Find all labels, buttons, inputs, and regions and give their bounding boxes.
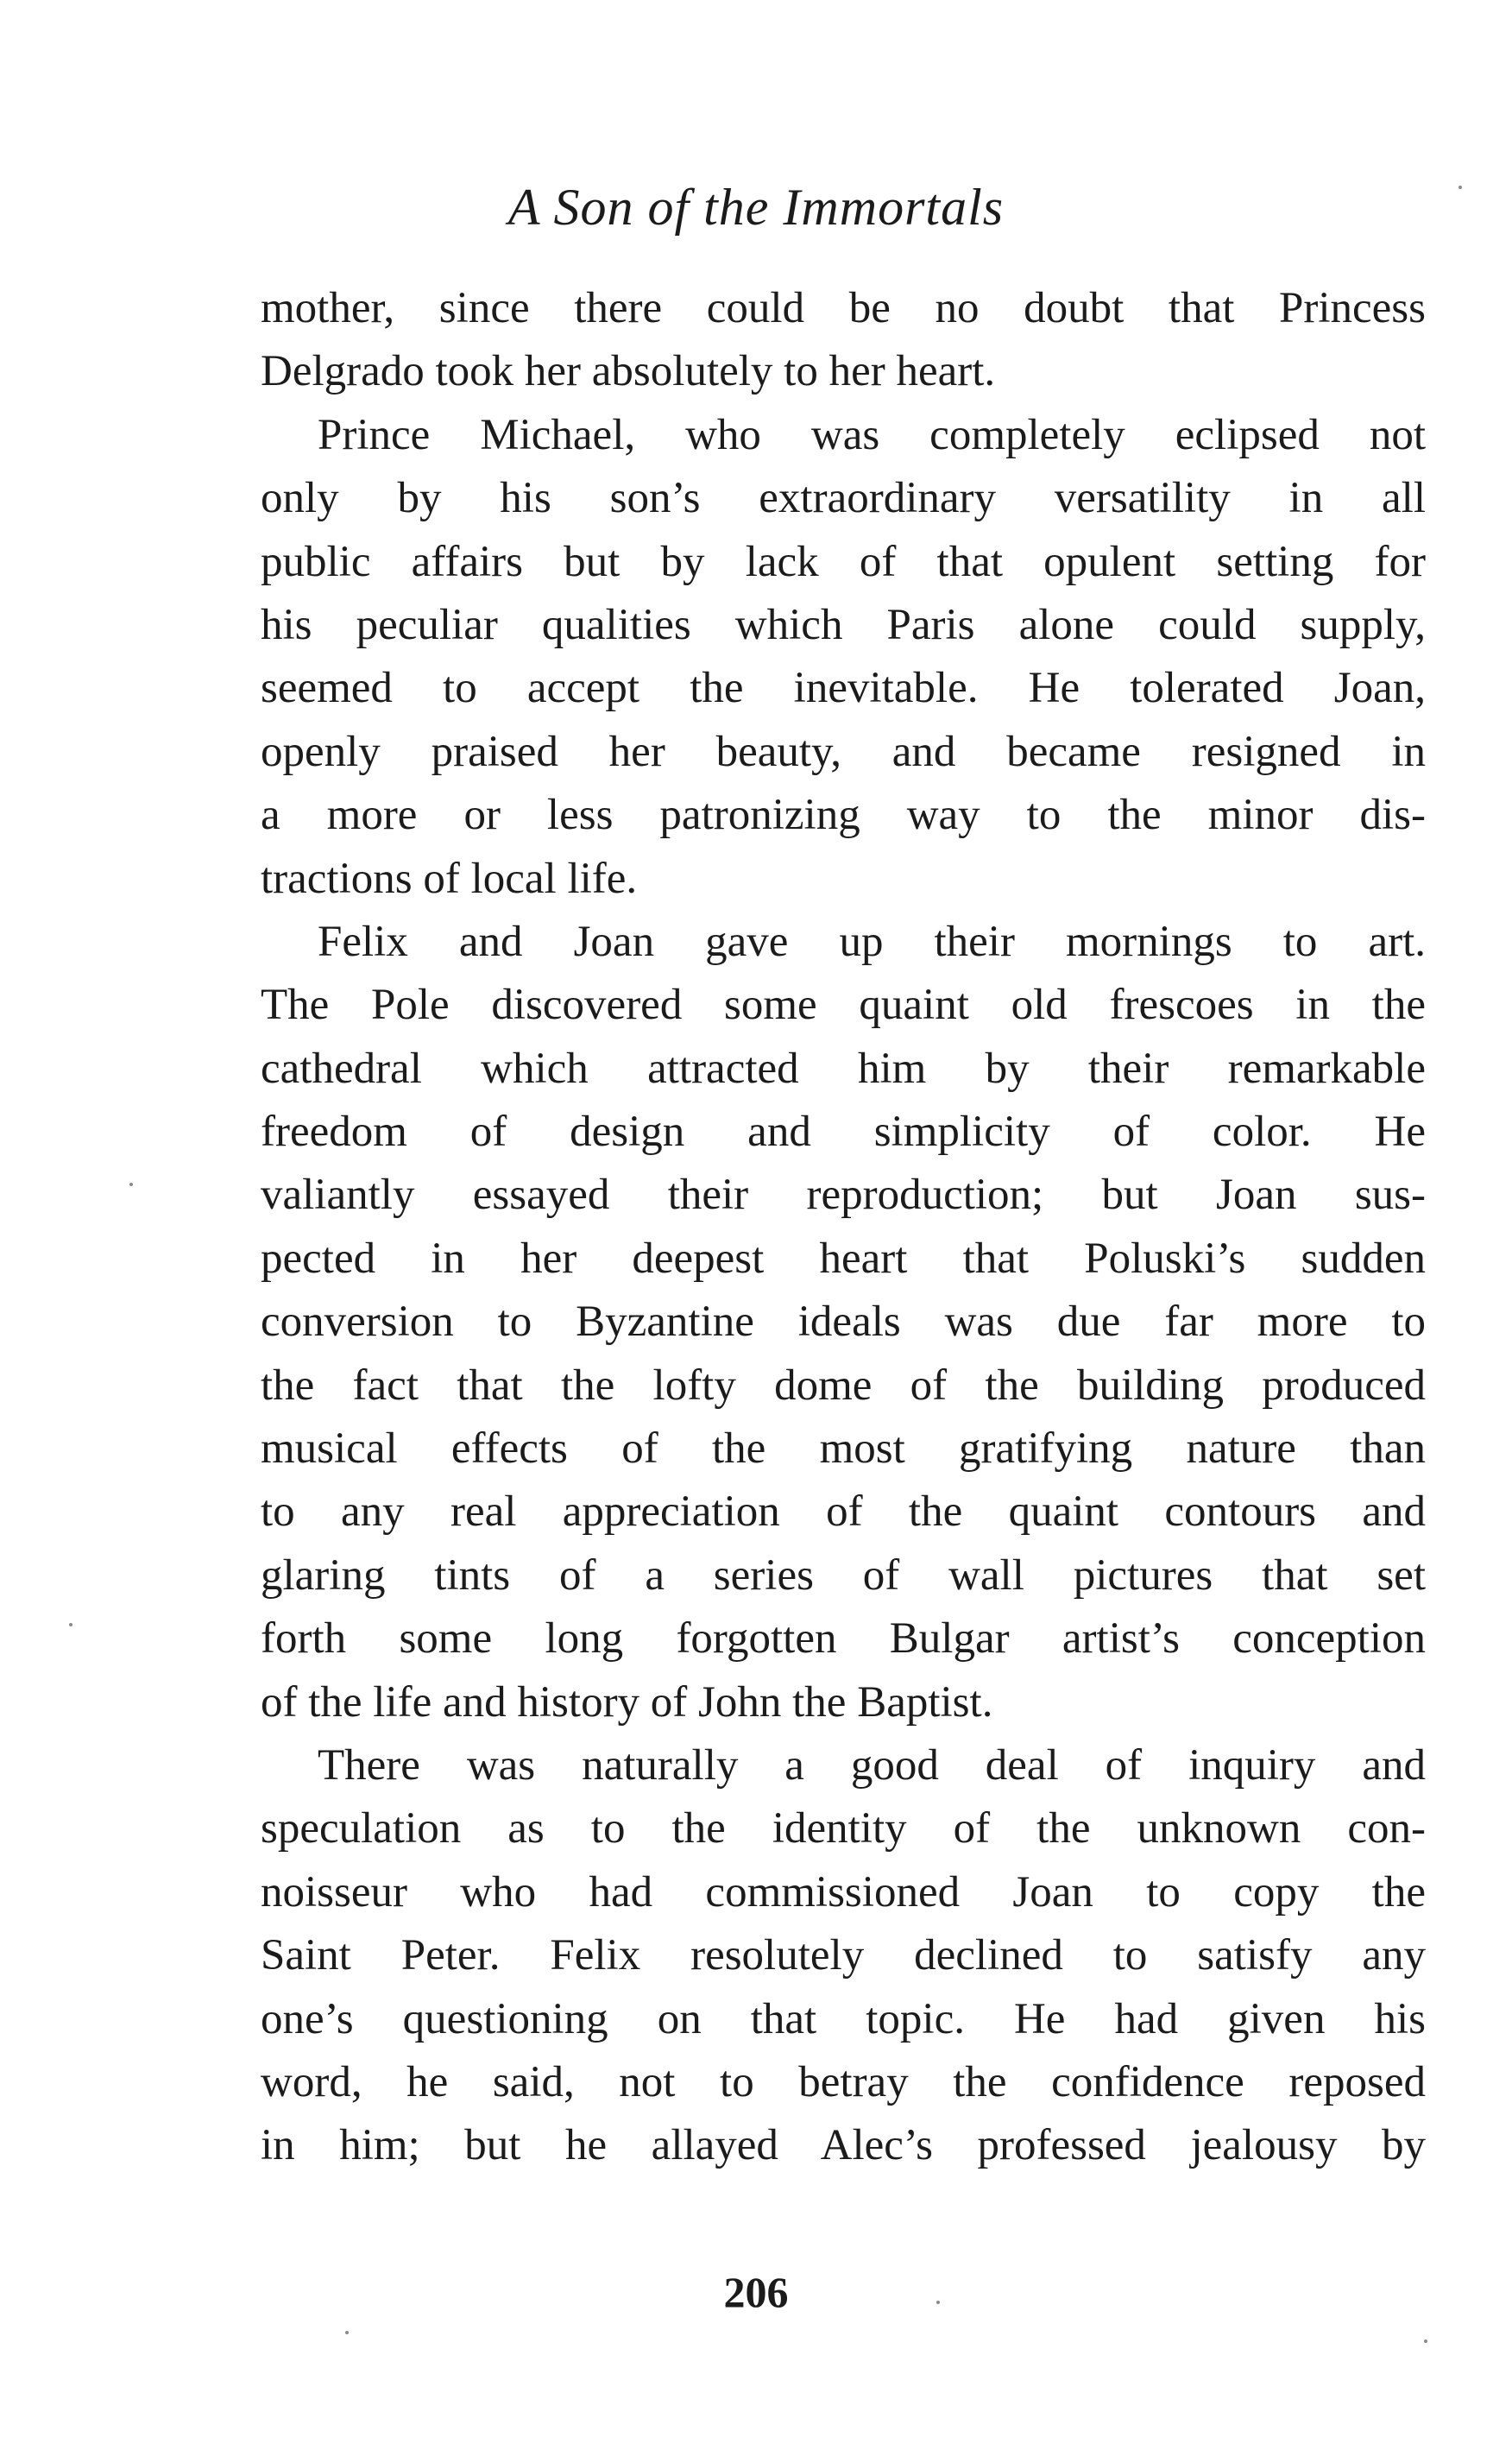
text-line: openly praised her beauty, and became resigned in [261, 727, 1426, 776]
text-line: tractions of local life. [261, 854, 638, 903]
text-line: There was naturally a good deal of inquiry and [318, 1740, 1426, 1790]
text-line: a more or less patronizing way to the minor dis- [261, 791, 1426, 840]
text-line: mother, since there could be no doubt that Princess [261, 284, 1426, 332]
text-line: speculation as to the identity of the unknown con- [261, 1804, 1426, 1853]
text-line: of the life and history of John the Baptist. [261, 1677, 993, 1727]
running-head: A Son of the Immortals [507, 179, 1005, 236]
text-line: one’s questioning on that topic. He had given his [261, 1994, 1426, 2043]
text-line: Delgrado took her absolutely to her heart. [261, 347, 996, 396]
text-line: the fact that the lofty dome of the building produced [261, 1361, 1426, 1410]
text-line: musical effects of the most gratifying nature than [261, 1424, 1426, 1474]
text-line: pected in her deepest heart that Poluski’s sudden [261, 1234, 1426, 1283]
text-line: his peculiar qualities which Paris alone could supply, [261, 600, 1426, 649]
text-line: valiantly essayed their reproduction; but Joan sus- [261, 1171, 1426, 1220]
text-line: forth some long forgotten Bulgar artist’s conception [261, 1614, 1426, 1664]
scan-speck [129, 1183, 133, 1186]
text-line: Felix and Joan gave up their mornings to art. [318, 917, 1426, 966]
text-line: cathedral which attracted him by their remarkable [261, 1044, 1426, 1093]
text-line: noisseur who had commissioned Joan to copy the [261, 1867, 1426, 1916]
text-line: to any real appreciation of the quaint contours and [261, 1487, 1426, 1537]
scan-speck [345, 2331, 349, 2334]
text-line: word, he said, not to betray the confidence reposed [261, 2057, 1426, 2106]
text-line: The Pole discovered some quaint old frescoes in the [261, 981, 1426, 1030]
text-line: glaring tints of a series of wall pictures that set [261, 1550, 1426, 1600]
page-number: 206 [723, 2268, 789, 2316]
text-line: Saint Peter. Felix resolutely declined to satisfy any [261, 1931, 1426, 1980]
text-line: conversion to Byzantine ideals was due far more to [261, 1298, 1426, 1347]
text-line: public affairs but by lack of that opulent setting for [261, 537, 1426, 586]
scan-speck [1424, 2339, 1427, 2343]
text-line: freedom of design and simplicity of color. He [261, 1108, 1426, 1157]
text-line: seemed to accept the inevitable. He tolerated Joan, [261, 664, 1426, 713]
scan-speck [1458, 186, 1462, 189]
body-text [261, 277, 1426, 2178]
scan-speck [936, 2301, 940, 2304]
text-line: in him; but he allayed Alec’s professed jealousy by [261, 2121, 1426, 2170]
text-line: only by his son’s extraordinary versatility in all [261, 474, 1426, 523]
scan-speck [69, 1623, 72, 1626]
text-line: Prince Michael, who was completely eclipsed not [318, 410, 1426, 459]
